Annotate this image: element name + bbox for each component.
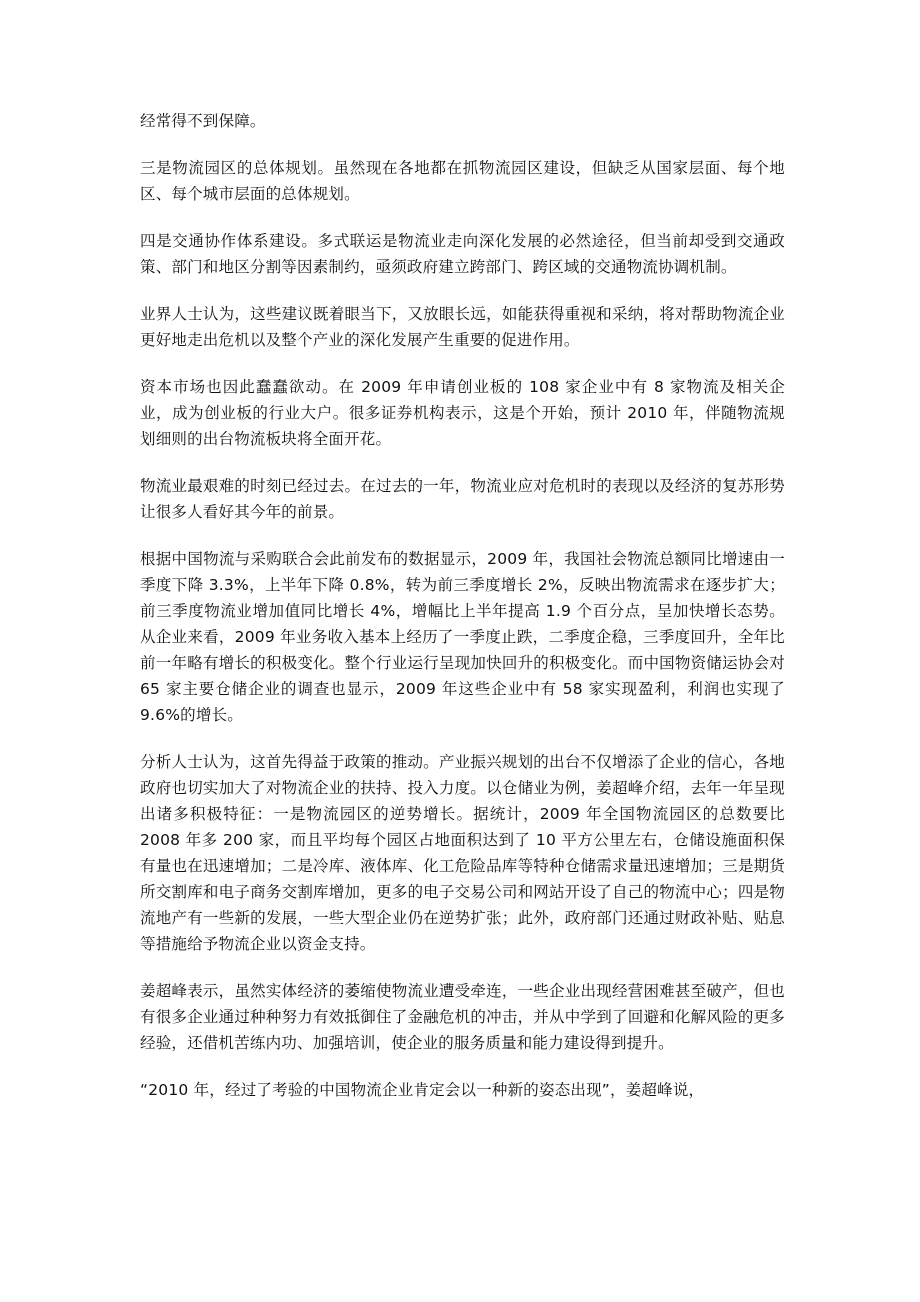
paragraph-3: 四是交通协作体系建设。多式联运是物流业走向深化发展的必然途径，但当前却受到交通政策、部门和地区分割等因素制约，亟须政府建立跨部门、跨区域的交通物流协调机制。: [140, 232, 785, 276]
paragraph-2: 三是物流园区的总体规划。虽然现在各地都在抓物流园区建设，但缺乏从国家层面、每个地区、每个城市层面的总体规划。: [140, 159, 785, 203]
paragraph-4: 业界人士认为，这些建议既着眼当下，又放眼长远，如能获得重视和采纳，将对帮助物流企业更好地走出危机以及整个产业的深化发展产生重要的促进作用。: [140, 305, 785, 349]
paragraph-1: 经常得不到保障。: [140, 112, 266, 130]
paragraph-6: 物流业最艰难的时刻已经过去。在过去的一年，物流业应对危机时的表现以及经济的复苏形势让很多人看好其今年的前景。: [140, 477, 785, 521]
document-body: [140, 108, 785, 1124]
paragraph-5: 资本市场也因此蠢蠢欲动。在 2009 年申请创业板的 108 家企业中有 8 家物流及相关企业，成为创业板的行业大户。很多证券机构表示，这是个开始，预计 2010 年，伴随物流规划细则的出台物流板块将全面开花。: [140, 378, 785, 448]
paragraph-9: 姜超峰表示，虽然实体经济的萎缩使物流业遭受牵连，一些企业出现经营困难甚至破产，但也有很多企业通过种种努力有效抵御住了金融危机的冲击，并从中学到了回避和化解风险的更多经验，还借机苦练内功、加强培训，使企业的服务质量和能力建设得到提升。: [140, 982, 785, 1052]
paragraph-8: 分析人士认为，这首先得益于政策的推动。产业振兴规划的出台不仅增添了企业的信心，各地政府也切实加大了对物流企业的扶持、投入力度。以仓储业为例，姜超峰介绍，去年一年呈现出诸多积极特征：一是物流园区的逆势增长。据统计，2009 年全国物流园区的总数要比 2008 年多 200 家，而且平均每个园区占地面积达到了 10 平方公里左右，仓储设施面积保有量也在迅速增加；二是冷库、液体库、化工危险品库等特种仓储需求量迅速增加；三是期货所交割库和电子商务交割库增加，更多的电子交易公司和网站开设了自己的物流中心；四是物流地产有一些新的发展，一些大型企业仍在逆势扩张；此外，政府部门还通过财政补贴、贴息等措施给予物流企业以资金支持。: [140, 753, 785, 953]
paragraph-10: “2010 年，经过了考验的中国物流企业肯定会以一种新的姿态出现”，姜超峰说，: [140, 1081, 705, 1099]
paragraph-7: 根据中国物流与采购联合会此前发布的数据显示，2009 年，我国社会物流总额同比增速由一季度下降 3.3%，上半年下降 0.8%，转为前三季度增长 2%，反映出物流需求在逐步扩大；前三季度物流业增加值同比增长 4%，增幅比上半年提高 1.9 个百分点，呈加快增长态势。从企业来看，2009 年业务收入基本上经历了一季度止跌，二季度企稳，三季度回升，全年比前一年略有增长的积极变化。整个行业运行呈现加快回升的积极变化。而中国物资储运协会对 65 家主要仓储企业的调查也显示，2009 年这些企业中有 58 家实现盈利，利润也实现了 9.6%的增长。: [140, 550, 785, 724]
